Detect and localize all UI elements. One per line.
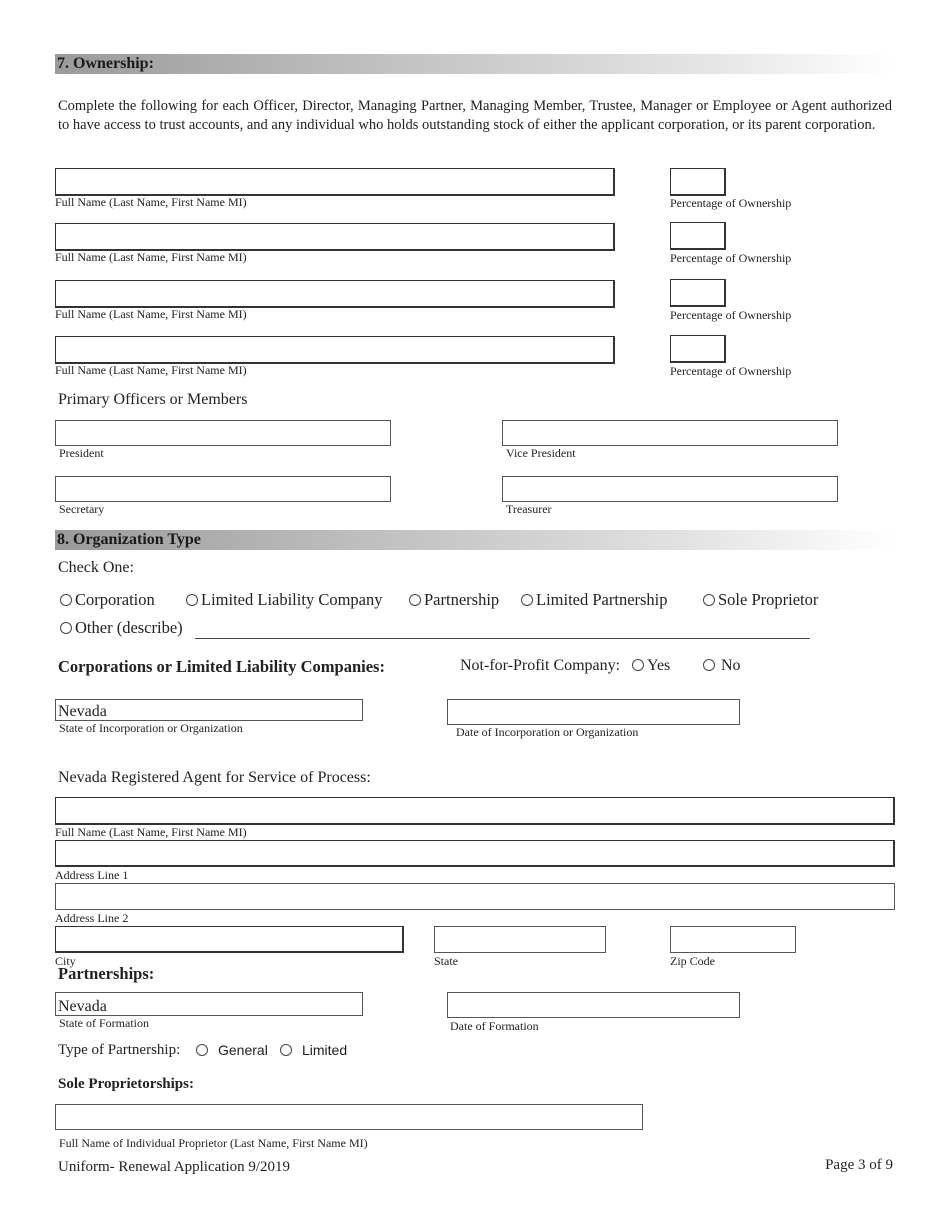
- president-input[interactable]: [55, 420, 391, 446]
- partnerships-heading: Partnerships:: [58, 964, 155, 983]
- section-8-header: 8. Organization Type: [55, 530, 895, 550]
- address-line-1-input[interactable]: [55, 840, 895, 867]
- corporations-heading: Corporations or Limited Liability Companies:: [58, 657, 385, 676]
- owner-4-percentage-input[interactable]: [670, 335, 726, 363]
- owner-2-percentage-input[interactable]: [670, 222, 726, 250]
- section-7-header: 7. Ownership:: [55, 54, 895, 74]
- nonprofit-yes-radio[interactable]: [632, 659, 644, 671]
- treasurer-label: Treasurer: [506, 502, 552, 516]
- state-of-incorporation-value: Nevada: [58, 703, 107, 720]
- date-of-formation-label: Date of Formation: [450, 1019, 539, 1033]
- state-of-formation-label: State of Formation: [59, 1016, 149, 1030]
- check-one-label: Check One:: [58, 559, 134, 576]
- nonprofit-no-option[interactable]: No: [703, 657, 741, 675]
- sole-proprietorships-heading: Sole Proprietorships:: [58, 1076, 194, 1092]
- treasurer-input[interactable]: [502, 476, 838, 502]
- other-option[interactable]: Other (describe): [60, 618, 183, 638]
- llc-option[interactable]: Limited Liability Company: [186, 590, 382, 610]
- date-of-incorporation-label: Date of Incorporation or Organization: [456, 725, 639, 739]
- owner-2-name-input[interactable]: [55, 223, 615, 251]
- owner-1-name-label: Full Name (Last Name, First Name MI): [55, 195, 247, 209]
- general-radio[interactable]: [196, 1044, 208, 1056]
- address-line-2-label: Address Line 2: [55, 911, 129, 925]
- vice-president-input[interactable]: [502, 420, 838, 446]
- state-of-incorporation-label: State of Incorporation or Organization: [59, 721, 243, 735]
- owner-3-percentage-label: Percentage of Ownership: [670, 308, 792, 322]
- primary-officers-heading: Primary Officers or Members: [58, 391, 248, 408]
- corporation-radio[interactable]: [60, 594, 72, 606]
- partnership-type-label: Type of Partnership:: [58, 1042, 181, 1058]
- agent-name-label: Full Name (Last Name, First Name MI): [55, 825, 247, 839]
- city-label: City: [55, 954, 76, 968]
- other-describe-input[interactable]: [195, 638, 810, 639]
- zip-code-input[interactable]: [670, 926, 796, 953]
- limited-option[interactable]: Limited: [280, 1042, 347, 1058]
- general-option[interactable]: General: [196, 1042, 268, 1058]
- owner-1-percentage-label: Percentage of Ownership: [670, 196, 792, 210]
- state-of-formation-input[interactable]: [55, 992, 363, 1016]
- partnership-option[interactable]: Partnership: [409, 590, 499, 610]
- registered-agent-heading: Nevada Registered Agent for Service of Process:: [58, 769, 371, 786]
- footer-form-id: Uniform- Renewal Application 9/2019: [58, 1159, 291, 1175]
- address-line-2-input[interactable]: [55, 883, 895, 910]
- date-of-formation-input[interactable]: [447, 992, 740, 1018]
- owner-3-name-label: Full Name (Last Name, First Name MI): [55, 307, 247, 321]
- corporation-option[interactable]: Corporation: [60, 590, 155, 610]
- limited-partnership-option[interactable]: Limited Partnership: [521, 590, 668, 610]
- nonprofit-no-radio[interactable]: [703, 659, 715, 671]
- limited-partnership-radio[interactable]: [521, 594, 533, 606]
- owner-3-percentage-input[interactable]: [670, 279, 726, 307]
- limited-radio[interactable]: [280, 1044, 292, 1056]
- date-of-incorporation-input[interactable]: [447, 699, 740, 725]
- agent-name-input[interactable]: [55, 797, 895, 825]
- city-input[interactable]: [55, 926, 404, 953]
- state-input[interactable]: [434, 926, 606, 953]
- secretary-label: Secretary: [59, 502, 105, 516]
- sole-proprietor-radio[interactable]: [703, 594, 715, 606]
- sole-proprietor-option[interactable]: Sole Proprietor: [703, 590, 818, 610]
- owner-4-percentage-label: Percentage of Ownership: [670, 364, 792, 378]
- other-radio[interactable]: [60, 622, 72, 634]
- sole-proprietor-name-label: Full Name of Individual Proprietor (Last Name, First Name MI): [59, 1136, 368, 1150]
- owner-2-name-label: Full Name (Last Name, First Name MI): [55, 250, 247, 264]
- llc-radio[interactable]: [186, 594, 198, 606]
- nonprofit-label: Not-for-Profit Company:: [460, 657, 621, 674]
- address-line-1-label: Address Line 1: [55, 868, 129, 882]
- owner-3-name-input[interactable]: [55, 280, 615, 308]
- owner-4-name-input[interactable]: [55, 336, 615, 364]
- owner-1-name-input[interactable]: [55, 168, 615, 196]
- owner-1-percentage-input[interactable]: [670, 168, 726, 196]
- vice-president-label: Vice President: [506, 446, 576, 460]
- sole-proprietor-name-input[interactable]: [55, 1104, 643, 1130]
- secretary-input[interactable]: [55, 476, 391, 502]
- nonprofit-yes-option[interactable]: Yes: [632, 657, 670, 675]
- zip-code-label: Zip Code: [670, 954, 715, 968]
- state-label: State: [434, 954, 458, 968]
- ownership-instructions: Complete the following for each Officer, Director, Managing Partner, Managing Member, Trustee, Manager or Employee or Agent authorized to have access to trust accounts, and any individual who holds outstanding stock of either the applicant corporation, or its parent corporation.: [58, 98, 892, 133]
- footer-page-number: Page 3 of 9: [825, 1157, 893, 1173]
- state-of-incorporation-input[interactable]: [55, 699, 363, 721]
- partnership-radio[interactable]: [409, 594, 421, 606]
- state-of-formation-value: Nevada: [58, 998, 107, 1015]
- owner-2-percentage-label: Percentage of Ownership: [670, 251, 792, 265]
- owner-4-name-label: Full Name (Last Name, First Name MI): [55, 363, 247, 377]
- president-label: President: [59, 446, 104, 460]
